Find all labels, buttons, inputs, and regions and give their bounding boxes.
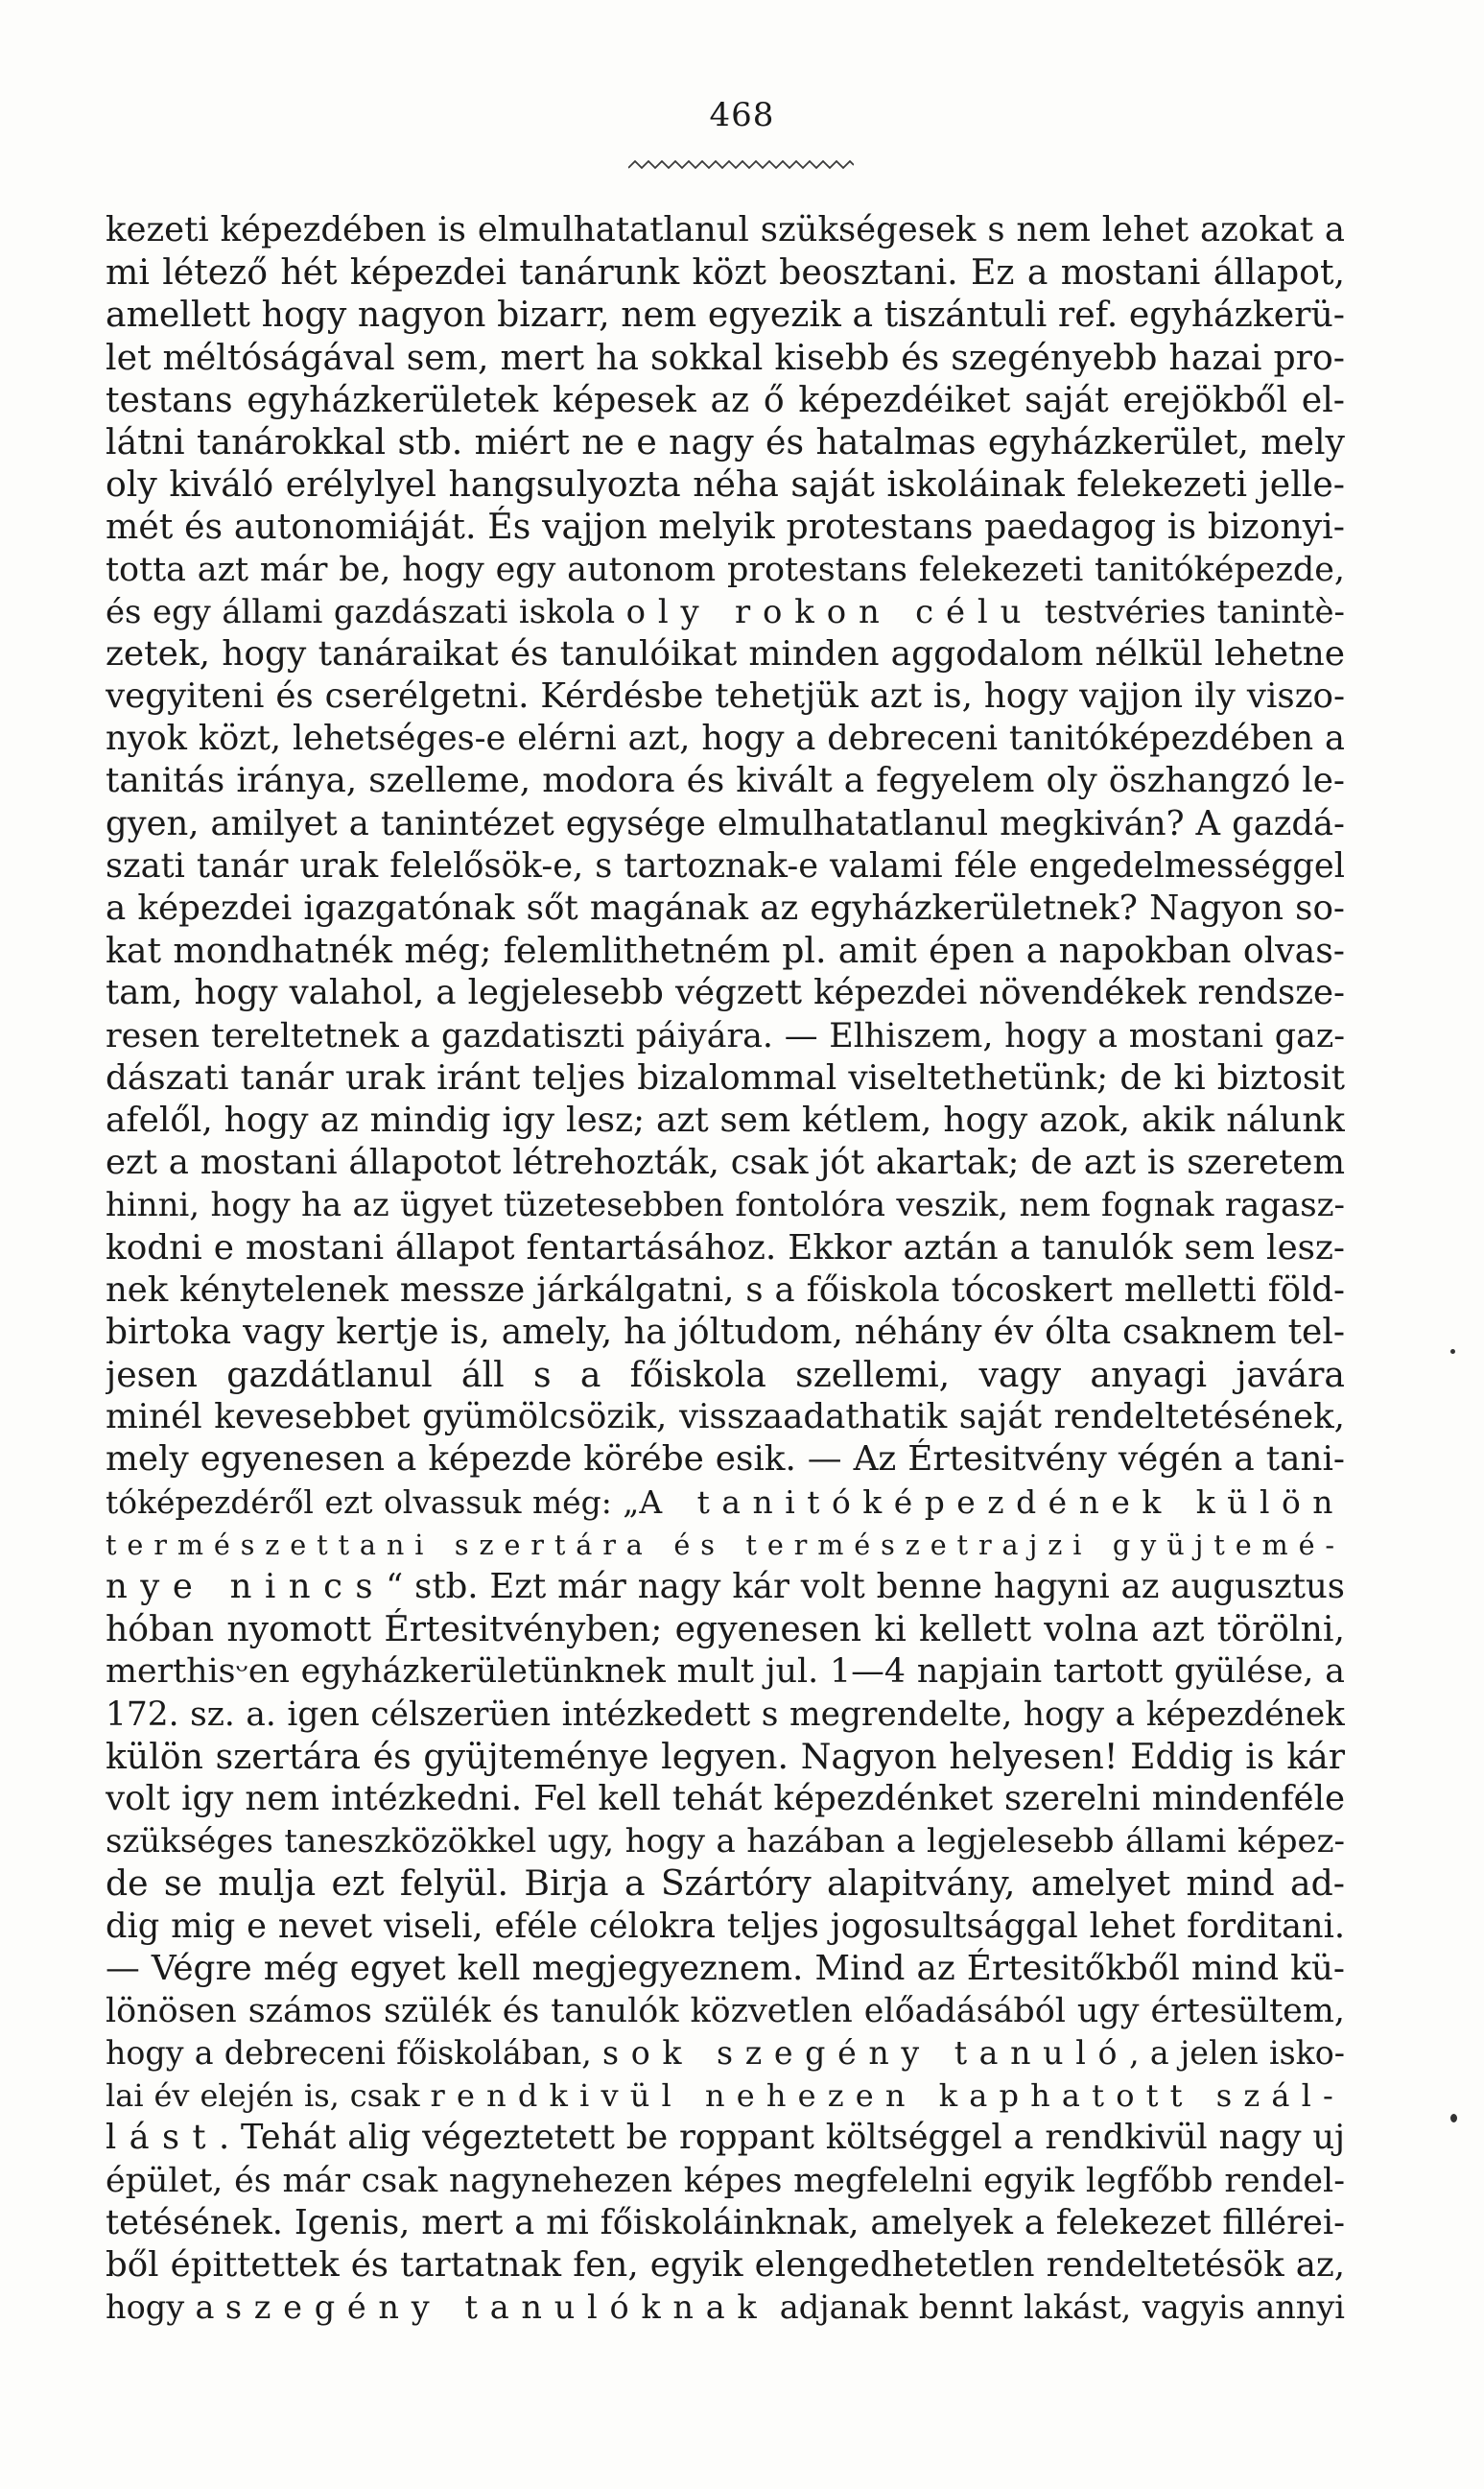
text-line (106, 760, 1345, 802)
spaced-emphasis-text: szegény tanulóknak (224, 2288, 769, 2327)
text-segment: minél kevesebbet gyümölcsözik, visszaadathatik saját rendeltetésének, (106, 1397, 1345, 1437)
text-line (106, 1820, 1345, 1862)
text-segment: ezt a mostani állapotot létrehozták, csak jót akartak; de azt is szeretem (106, 1143, 1345, 1183)
text-line (106, 972, 1345, 1014)
text-line (106, 1100, 1345, 1142)
text-line (106, 1862, 1345, 1905)
text-line (106, 1524, 1345, 1566)
spaced-emphasis-text: nye nincs (106, 1567, 387, 1606)
text-segment: tetésének. Igenis, mert a mi főiskoláinknak, amelyek a felekezet fillérei- (106, 2202, 1345, 2242)
text-line (106, 676, 1345, 718)
text-line (106, 1227, 1345, 1269)
text-segment: adjanak bennt lakást, vagyis annyi (768, 2288, 1345, 2327)
text-segment: nyok közt, lehetséges-e elérni azt, hogy a debreceni tanitóképezdében a (106, 719, 1345, 759)
text-segment: . Tehát alig végeztetett be roppant költséggel a rendkivül nagy uj (218, 2118, 1345, 2158)
text-line (106, 506, 1345, 548)
text-line (106, 1015, 1345, 1057)
text-line (106, 1990, 1345, 2032)
text-segment: birtoka vagy kertje is, amely, ha jóltudom, néhány év ólta csaknem tel- (106, 1312, 1345, 1352)
text-segment: totta azt már be, hogy egy autonom protestans felekezeti tanitóképezde, (106, 550, 1345, 589)
text-segment: resen tereltetnek a gazdatiszti páiyára. — Elhiszem, hogy a mostani gaz- (106, 1016, 1345, 1055)
text-line (106, 421, 1345, 463)
text-segment: hogy a (106, 2288, 225, 2327)
text-segment: látni tanárokkal stb. miért ne e nagy és hatalmas egyházkerület, mely (106, 420, 1345, 462)
text-segment: let méltóságával sem, mert ha sokkal kisebb és szegényebb hazai pro- (106, 336, 1345, 378)
text-line (106, 1906, 1345, 1948)
text-segment: mely egyenesen a képezde körébe esik. — Az Értesitvény végén a tani- (106, 1439, 1345, 1480)
text-line (106, 1482, 1345, 1524)
text-segment: hinni, hogy ha az ügyet tüzetesebben fontolóra veszik, nem fognak ragasz- (106, 1186, 1345, 1225)
text-line (106, 251, 1345, 294)
text-segment: hóban nyomott Értesitvényben; egyenesen ki kellett volna azt törölni, (106, 1608, 1345, 1650)
text-segment: , a jelen isko- (1129, 2034, 1345, 2073)
text-segment: épület, és már csak nagynehezen képes megfelelni egyik legfőbb rendel- (106, 2161, 1345, 2200)
print-speck (1450, 1349, 1455, 1354)
text-segment: dig mig e nevet viseli, eféle célokra teljes jogosultsággal lehet forditani. (106, 1906, 1345, 1946)
text-line (106, 1694, 1345, 1736)
spaced-emphasis-text: oly rokon célu (625, 592, 1034, 630)
text-segment: szükséges taneszközökkel ugy, hogy a hazában a legjelesebb állami képez- (106, 1822, 1345, 1861)
text-segment: — Végre még egyet kell megjegyeznem. Mind az Értesitőkből mind kü- (106, 1948, 1345, 1988)
text-line (106, 337, 1345, 379)
wavy-rule-ornament (628, 157, 854, 171)
text-segment: testans egyházkerületek képesek az ő képezdéiket saját erejökből el- (106, 378, 1345, 420)
text-line (106, 2032, 1345, 2074)
text-segment: kezeti képezdében is elmulhatatlanul szükségesek s nem lehet azokat a (106, 210, 1345, 249)
spaced-emphasis-text: lást (106, 2118, 219, 2158)
spaced-emphasis-text: A tanitóképezdének külön (639, 1482, 1345, 1521)
text-line (106, 2160, 1345, 2202)
page-number: 468 (709, 96, 775, 134)
text-segment: lönösen számos szülék és tanulók közvetlen előadásából ugy értesültem, (106, 1991, 1345, 2030)
text-line (106, 1566, 1345, 1608)
text-line (106, 1354, 1345, 1396)
text-line (106, 2202, 1345, 2244)
text-segment: oly kiváló erélylyel hangsulyozta néha saját iskoláinak felekezeti jelle- (106, 463, 1345, 506)
text-line (106, 591, 1345, 633)
text-segment: merthisᵕen egyházkerületünknek mult jul. 1—4 napjain tartott gyülése, a (106, 1652, 1345, 1692)
text-line (106, 888, 1345, 930)
text-segment: tóképezdéről ezt olvassuk még: „ (106, 1482, 640, 1521)
text-line (106, 1948, 1345, 1990)
text-line (106, 1057, 1345, 1100)
text-line (106, 209, 1345, 251)
text-segment: hogy a debreceni főiskolában, (106, 2034, 603, 2073)
text-segment: vegyiteni és cserélgetni. Kérdésbe tehetjük azt is, hogy vajjon ily viszo- (106, 676, 1345, 717)
text-segment: zetek, hogy tanáraikat és tanulóikat minden aggodalom nélkül lehetne (106, 633, 1345, 674)
text-segment: szati tanár urak felelősök-e, s tartoznak-e valami féle engedelmességgel (106, 845, 1345, 886)
text-line (106, 1608, 1345, 1650)
text-segment: testvéries tanintè- (1033, 592, 1345, 630)
text-segment: amellett hogy nagyon bizarr, nem egyezik a tiszántuli ref. egyházkerü- (106, 294, 1345, 336)
text-segment: és egy állami gazdászati iskola (106, 592, 626, 630)
text-segment: “ stb. Ezt már nagy kár volt benne hagyni az augusztus (386, 1567, 1345, 1606)
text-segment: jesen gazdátlanul áll s a főiskola szellemi, vagy anyagi javára (106, 1354, 1345, 1396)
text-segment: tam, hogy valahol, a legjelesebb végzett képezdei növendékek rendsze- (106, 973, 1345, 1013)
text-line (106, 1736, 1345, 1778)
text-line (106, 1650, 1345, 1693)
text-line (106, 294, 1345, 336)
text-line (106, 549, 1345, 591)
text-line (106, 803, 1345, 845)
text-line (106, 633, 1345, 676)
spaced-emphasis-text: rendkivül nehezen kaphatott szál- (430, 2077, 1345, 2115)
text-line (106, 1396, 1345, 1438)
text-line (106, 930, 1345, 972)
text-line (106, 2244, 1345, 2287)
body-text (106, 209, 1345, 2329)
text-segment: kat mondhatnék még; felemlithetném pl. amit épen a napokban olvas- (106, 930, 1345, 972)
spaced-emphasis-text: természettani szertára és természetrajzi gyüjtemé- (106, 1528, 1345, 1561)
text-line (106, 1142, 1345, 1184)
text-segment: mét és autonomiáját. És vajjon melyik protestans paedagog is bizonyi- (106, 506, 1345, 548)
text-segment: külön szertára és gyüjteménye legyen. Nagyon helyesen! Eddig is kár (106, 1735, 1345, 1777)
print-speck (1450, 2114, 1457, 2122)
text-segment: kodni e mostani állapot fentartásához. Ekkor aztán a tanulók sem lesz- (106, 1227, 1345, 1268)
text-line (106, 1778, 1345, 1820)
text-segment: 172. sz. a. igen célszerüen intézkedett s megrendelte, hogy a képezdének (106, 1695, 1345, 1734)
text-line (106, 2074, 1345, 2117)
text-segment: ből épittettek és tartatnak fen, egyik elengedhetetlen rendeltetésök az, (106, 2245, 1345, 2285)
text-segment: volt igy nem intézkedni. Fel kell tehát képezdénket szerelni mindenféle (106, 1778, 1345, 1818)
text-segment: a képezdei igazgatónak sőt magának az egyházkerületnek? Nagyon so- (106, 889, 1345, 928)
spaced-emphasis-text: sok szegény tanuló (602, 2034, 1130, 2073)
text-segment: mi létező hét képezdei tanárunk közt beosztani. Ez a mostani állapot, (106, 251, 1345, 294)
text-line (106, 718, 1345, 760)
text-segment: afelől, hogy az mindig igy lesz; azt sem kétlem, hogy azok, akik nálunk (106, 1100, 1345, 1140)
text-line (106, 845, 1345, 888)
text-line (106, 1312, 1345, 1354)
text-line (106, 1269, 1345, 1312)
text-segment: tanitás iránya, szelleme, modora és kivált a fegyelem oly öszhangzó le- (106, 761, 1345, 801)
text-segment: gyen, amilyet a tanintézet egysége elmulhatatlanul megkiván? A gazdá- (106, 803, 1345, 843)
text-line (106, 1184, 1345, 1226)
text-line (106, 463, 1345, 506)
text-segment: dászati tanár urak iránt teljes bizalommal viseltethetünk; de ki biztosit (106, 1057, 1345, 1098)
text-line (106, 1438, 1345, 1481)
text-line (106, 379, 1345, 421)
text-line (106, 2287, 1345, 2329)
text-line (106, 2117, 1345, 2159)
text-segment: de se mulja ezt felyül. Birja a Szártóry alapitvány, amelyet mind ad- (106, 1862, 1345, 1905)
text-segment: nek kénytelenek messze járkálgatni, s a főiskola tócoskert melletti föld- (106, 1269, 1345, 1310)
text-segment: lai év elején is, csak (106, 2077, 431, 2115)
